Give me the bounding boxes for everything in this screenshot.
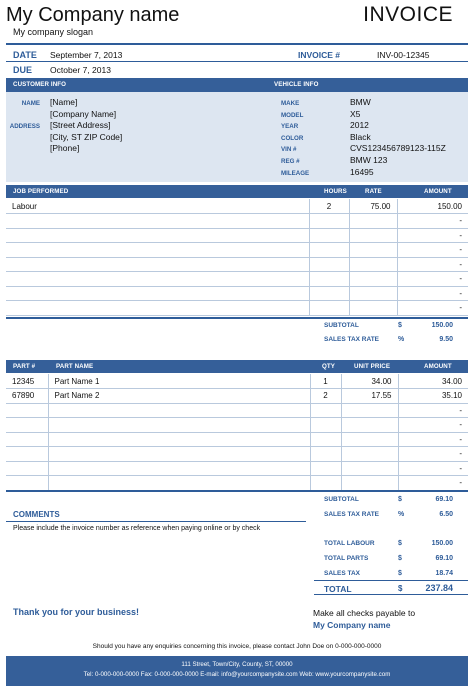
unit-price-cell: 17.55 (341, 389, 398, 404)
date-value: September 7, 2013 (50, 50, 123, 60)
labour-col-hours: HOURS (324, 188, 347, 195)
vehicle-mileage: 16495 (350, 166, 374, 177)
header-divider (6, 43, 468, 45)
customer-name-label: NAME (21, 100, 40, 107)
sales-tax-currency: $ (398, 570, 402, 577)
comments-divider (6, 521, 306, 522)
vehicle-labels (281, 98, 309, 179)
rate-cell (349, 286, 397, 301)
meta-divider (6, 61, 468, 62)
amount-cell: - (398, 447, 468, 462)
labour-table-end (6, 317, 468, 319)
job-cell (6, 272, 309, 287)
vehicle-reg-label: REG # (281, 157, 300, 165)
customer-details (50, 97, 122, 155)
parts-subtotal-currency: $ (398, 496, 402, 503)
labour-col-rate: RATE (365, 188, 382, 195)
part-name-cell: Part Name 1 (48, 374, 310, 389)
parts-col-qty: QTY (322, 363, 336, 370)
unit-price-cell (341, 461, 398, 476)
comments-text: Please include the invoice number as reference when paying online or by check (13, 525, 261, 532)
amount-cell: - (398, 432, 468, 447)
qty-cell (310, 476, 341, 491)
table-row (6, 243, 468, 258)
unit-price-cell (341, 418, 398, 433)
total-parts-currency: $ (398, 555, 402, 562)
table-row (6, 374, 468, 389)
customer-company: [Company Name] (50, 108, 117, 119)
grand-total-label: TOTAL (324, 584, 352, 594)
labour-table (6, 199, 468, 316)
job-cell (6, 228, 309, 243)
job-cell (6, 286, 309, 301)
total-labour-currency: $ (398, 540, 402, 547)
labour-subtotal-label: SUBTOTAL (324, 322, 359, 329)
thank-you-note: Thank you for your business! (13, 607, 140, 617)
unit-price-cell (341, 432, 398, 447)
part-name-cell (48, 418, 310, 433)
table-row (6, 432, 468, 447)
part-name-cell: Part Name 2 (48, 389, 310, 404)
table-row (6, 214, 468, 229)
labour-subtotal-value: 150.00 (431, 322, 453, 329)
table-row (6, 418, 468, 433)
vehicle-color-label: COLOR (281, 134, 304, 142)
job-cell: Labour (6, 199, 309, 214)
amount-cell: - (398, 461, 468, 476)
amount-cell: - (398, 403, 468, 418)
job-cell (6, 301, 309, 316)
vehicle-reg: BMW 123 (350, 154, 388, 165)
invoice-number-value: INV-00-12345 (377, 50, 430, 60)
customer-city: [City, ST ZIP Code] (50, 131, 123, 142)
rate-cell (349, 257, 397, 272)
vehicle-model: X5 (350, 108, 361, 119)
vehicle-vin-label: VIN # (281, 146, 297, 154)
qty-cell (310, 432, 341, 447)
total-parts-label: TOTAL PARTS (324, 555, 369, 562)
customer-name: [Name] (50, 97, 78, 107)
qty-cell (310, 403, 341, 418)
labour-col-amount: AMOUNT (424, 188, 452, 195)
part-number-cell (6, 418, 48, 433)
table-row (6, 286, 468, 301)
invoice-title: INVOICE (363, 3, 453, 26)
due-value: October 7, 2013 (50, 65, 111, 75)
labour-col-job: JOB PERFORMED (13, 188, 69, 195)
amount-cell: - (397, 272, 468, 287)
table-row (6, 389, 468, 404)
amount-cell: - (397, 301, 468, 316)
total-labour-value: 150.00 (431, 540, 453, 547)
parts-subtotal-label: SUBTOTAL (324, 496, 359, 503)
qty-cell: 1 (310, 374, 341, 389)
job-cell (6, 257, 309, 272)
hours-cell (309, 301, 349, 316)
table-row (6, 403, 468, 418)
qty-cell (310, 447, 341, 462)
footer-bar (6, 656, 468, 686)
vehicle-mileage-label: MILEAGE (281, 169, 310, 177)
table-row (6, 228, 468, 243)
table-row (6, 272, 468, 287)
parts-col-amount: AMOUNT (424, 363, 452, 370)
job-cell (6, 243, 309, 258)
labour-tax-rate-label: SALES TAX RATE (324, 336, 380, 343)
amount-cell: 35.10 (398, 389, 468, 404)
hours-cell (309, 243, 349, 258)
part-name-cell (48, 447, 310, 462)
vehicle-vin: CVS123456789123-115Z (350, 143, 446, 154)
vehicle-make-label: MAKE (281, 100, 300, 107)
amount-cell: - (398, 476, 468, 491)
table-row (6, 447, 468, 462)
table-row (6, 461, 468, 476)
labour-header-bar (6, 185, 468, 198)
qty-cell (310, 461, 341, 476)
parts-subtotal-value: 69.10 (435, 496, 453, 503)
footer-contact: Tel: 0-000-000-0000 Fax: 0-000-000-0000 E-mail: info@yourcompanysite.com Web: www.yourcompanysite.com (83, 671, 391, 678)
amount-cell: 150.00 (397, 199, 468, 214)
labour-tax-rate-value: 9.50 (439, 336, 453, 343)
vehicle-year: 2012 (350, 120, 369, 131)
part-name-cell (48, 461, 310, 476)
unit-price-cell (341, 447, 398, 462)
part-number-cell (6, 432, 48, 447)
table-row (6, 257, 468, 272)
footer-address: 111 Street, Town/City, County, ST, 00000 (181, 661, 293, 668)
hours-cell (309, 228, 349, 243)
payable-to-text: Make all checks payable to (313, 608, 416, 618)
part-name-cell (48, 432, 310, 447)
rate-cell (349, 272, 397, 287)
customer-info-heading: CUSTOMER INFO (13, 81, 67, 88)
comments-label: COMMENTS (13, 510, 60, 519)
payable-company: My Company name (313, 620, 391, 630)
amount-cell: 34.00 (398, 374, 468, 389)
vehicle-color: Black (350, 131, 371, 142)
grand-total-divider-top (314, 580, 468, 581)
job-cell (6, 214, 309, 229)
date-label: DATE (13, 50, 37, 60)
amount-cell: - (397, 286, 468, 301)
grand-total-divider-bottom (314, 594, 468, 595)
hours-cell (309, 214, 349, 229)
parts-col-name: PART NAME (56, 363, 94, 370)
rate-cell: 75.00 (349, 199, 397, 214)
vehicle-model-label: MODEL (281, 111, 304, 119)
parts-tax-rate-value: 6.50 (439, 511, 453, 518)
part-number-cell: 67890 (6, 389, 48, 404)
part-name-cell (48, 403, 310, 418)
table-row (6, 199, 468, 214)
grand-total-currency: $ (398, 584, 403, 593)
hours-cell (309, 286, 349, 301)
labour-tax-rate-unit: % (398, 336, 405, 343)
parts-tax-rate-label: SALES TAX RATE (324, 511, 380, 518)
customer-street: [Street Address] (50, 120, 111, 131)
due-label: DUE (13, 65, 33, 75)
rate-cell (349, 301, 397, 316)
hours-cell (309, 272, 349, 287)
hours-cell: 2 (309, 199, 349, 214)
enquiry-note: Should you have any enquiries concerning this invoice, please contact John Doe on 0-000-000-0000 (92, 643, 382, 650)
table-row (6, 476, 468, 491)
rate-cell (349, 228, 397, 243)
parts-table (6, 374, 468, 491)
parts-tax-rate-unit: % (398, 511, 405, 518)
unit-price-cell (341, 403, 398, 418)
parts-header-bar (6, 360, 468, 373)
vehicle-year-label: YEAR (281, 123, 299, 131)
qty-cell (310, 418, 341, 433)
part-number-cell (6, 461, 48, 476)
rate-cell (349, 214, 397, 229)
part-name-cell (48, 476, 310, 491)
amount-cell: - (397, 257, 468, 272)
grand-total-value: 237.84 (425, 583, 453, 593)
amount-cell: - (398, 418, 468, 433)
vehicle-info-heading: VEHICLE INFO (274, 81, 319, 88)
part-number-cell (6, 447, 48, 462)
vehicle-make: BMW (350, 97, 371, 107)
vehicle-values (350, 97, 446, 178)
sales-tax-value: 18.74 (435, 570, 453, 577)
company-slogan: My company slogan (13, 27, 94, 37)
amount-cell: - (397, 228, 468, 243)
part-number-cell: 12345 (6, 374, 48, 389)
customer-phone: [Phone] (50, 143, 80, 154)
sales-tax-label: SALES TAX (324, 570, 360, 577)
parts-table-end (6, 490, 468, 492)
part-number-cell (6, 403, 48, 418)
company-name: My Company name (6, 4, 180, 26)
info-header-bar (6, 78, 468, 92)
unit-price-cell: 34.00 (341, 374, 398, 389)
qty-cell: 2 (310, 389, 341, 404)
amount-cell: - (397, 214, 468, 229)
unit-price-cell (341, 476, 398, 491)
parts-col-unit-price: UNIT PRICE (354, 363, 391, 370)
labour-subtotal-currency: $ (398, 322, 402, 329)
rate-cell (349, 243, 397, 258)
amount-cell: - (397, 243, 468, 258)
customer-address-label: ADDRESS (9, 123, 40, 130)
invoice-number-label: INVOICE # (298, 50, 341, 60)
table-row (6, 301, 468, 316)
part-number-cell (6, 476, 48, 491)
total-labour-label: TOTAL LABOUR (324, 540, 375, 547)
total-parts-value: 69.10 (435, 555, 453, 562)
hours-cell (309, 257, 349, 272)
parts-col-number: PART # (13, 363, 36, 370)
